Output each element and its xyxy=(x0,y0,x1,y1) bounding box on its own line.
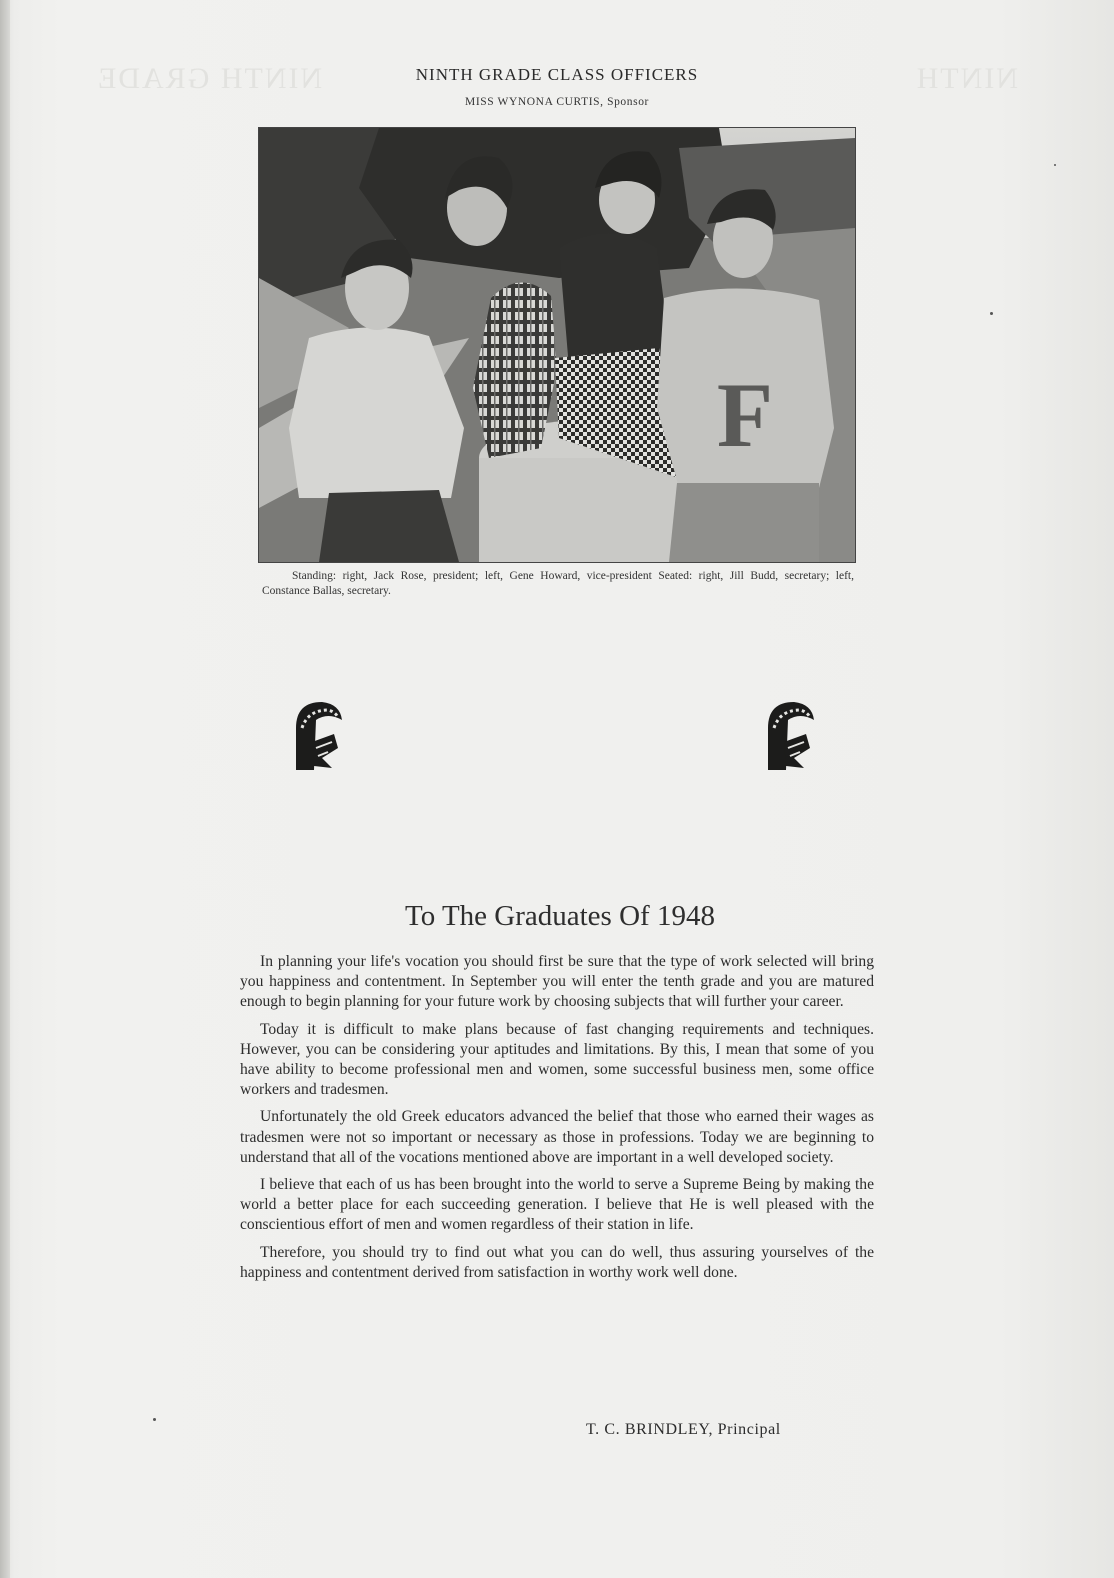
letter-paragraph: In planning your life's vocation you should first be sure that the type of work selected will bring you happiness and contentment. In September you will enter the tenth grade and you are matured enough to begin planning for your future work by choosing subjects that will further your career. xyxy=(240,953,874,1011)
letter-title: To The Graduates Of 1948 xyxy=(405,900,715,932)
page-title: NINTH GRADE CLASS OFFICERS xyxy=(415,65,699,84)
sweater-letter: F xyxy=(716,364,774,466)
letter-paragraph: Today it is difficult to make plans because of fast changing requirements and techniques. However, you can be considering your aptitudes and limitations. By this, I mean that some of you have ability to become professional men and women, some successful business men, some office workers and tradesmen. xyxy=(240,1020,874,1099)
paper-speck xyxy=(1054,164,1056,166)
photo-caption: Standing: right, Jack Rose, president; left, Gene Howard, vice-president Seated: right, Jill Budd, secretary; left, Constance Ballas, secretary. xyxy=(262,570,854,597)
bleed-through-text-left: NINTH GRADE xyxy=(96,62,323,95)
principal-signature: T. C. BRINDLEY, Principal xyxy=(586,1421,781,1438)
bleed-through-text-right: NINTH xyxy=(914,62,1018,95)
paper-speck xyxy=(990,312,993,315)
helmet-emblem-icon xyxy=(288,698,346,774)
letter-paragraph: I believe that each of us has been brought into the world to serve a Supreme Being by making the world a better place for each succeeding generation. I believe that He is well pleased with the conscientious effort of men and women regardless of their station in life. xyxy=(240,1176,874,1234)
sponsor-line: MISS WYNONA CURTIS, Sponsor xyxy=(465,96,649,108)
class-officers-photo xyxy=(258,127,856,563)
paper-speck xyxy=(153,1418,156,1421)
page-binding-edge xyxy=(0,0,10,1578)
letter-paragraph: Therefore, you should try to find out what you can do well, thus assuring yourselves of the happiness and contentment derived from satisfaction in worthy work well done. xyxy=(240,1243,874,1281)
helmet-emblem-icon xyxy=(760,698,818,774)
letter-paragraph: Unfortunately the old Greek educators advanced the belief that those who earned their wages as tradesmen were not so important or necessary as those in professions. Today we are beginning to understand that all of the vocations mentioned above are important in a well developed society. xyxy=(240,1108,874,1166)
letter-body xyxy=(240,952,874,1290)
